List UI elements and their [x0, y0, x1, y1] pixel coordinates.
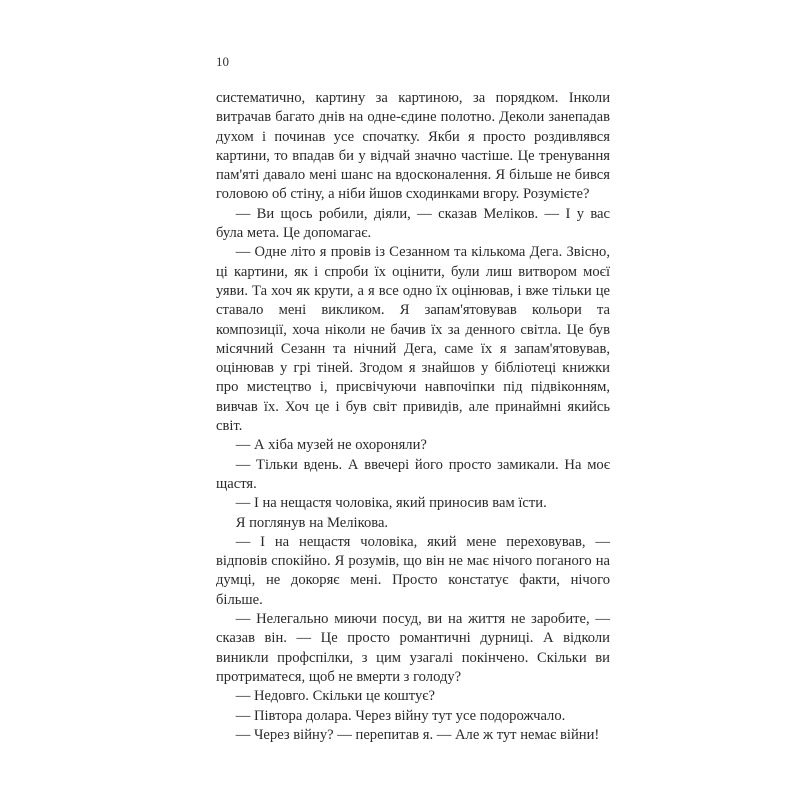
paragraph: — А хіба музей не охороняли?: [235, 437, 427, 454]
paragraph: — Одне літо я провів із Сезанном та кількома Дега. Звісно, ці картини, як і спроби їх оцінити, були лиш витвором моєї уяви. Та хоч як крути, а я все одно їх оцінював, і вже тільки це ставало мені викликом. Я запам'ятовував кольори та композиції, хоча ніколи не бачив їх за денного світла. Це був місячний Сезанн та нічний Дега, саме їх я запам'ятовував, оцінював у грі тіней. Згодом я знайшов у бібліотеці книжки про мистецтво і, присвічуючи навпочіпки під підвіконням, вивчав їх. Хоч це і був світ привидів, але принаймні якийсь світ.: [216, 244, 610, 435]
paragraph: — Нелегально миючи посуд, ви на життя не заробите, — сказав він. — Це просто романтичні дурниці. А відколи виникли профспілки, з цим узагалі покінчено. Скільки ви протриматеся, щоб не вмерти з голоду?: [216, 611, 610, 685]
paragraph: — Через війну? — перепитав я. — Але ж тут немає війни!: [235, 726, 600, 743]
paragraph: — І на нещастя чоловіка, який приносив вам їсти.: [235, 495, 547, 512]
page-text: [216, 89, 610, 745]
paragraph: — Ви щось робили, діяли, — сказав Меліков. — І у вас була мета. Це допомагає.: [216, 205, 610, 242]
paragraph: систематично, картину за картиною, за порядком. Інколи витрачав багато днів на одне-єдине полотно. Деколи занепадав духом і починав усе спочатку. Якби я просто роздивлявся картини, то впадав би у відчай значно частіше. Це тренування пам'яті давало мені шанс на вдосконалення. Я більше не бився головою об стіну, а ніби йшов сходинками вгору. Розумієте?: [216, 90, 610, 203]
paragraph: — І на нещастя чоловіка, який мене переховував, — відповів спокійно. Я розумів, що він не має нічого поганого на думці, не докоряє мені. Просто констатує факти, нічого більше.: [216, 533, 610, 608]
page-number: 10: [216, 54, 229, 69]
paragraph: — Тільки вдень. А ввечері його просто замикали. На моє щастя.: [216, 456, 610, 492]
paragraph: Я поглянув на Мелікова.: [235, 514, 389, 531]
paragraph: — Півтора долара. Через війну тут усе подорожчало.: [235, 707, 566, 724]
paragraph: — Недовго. Скільки це коштує?: [235, 688, 436, 705]
